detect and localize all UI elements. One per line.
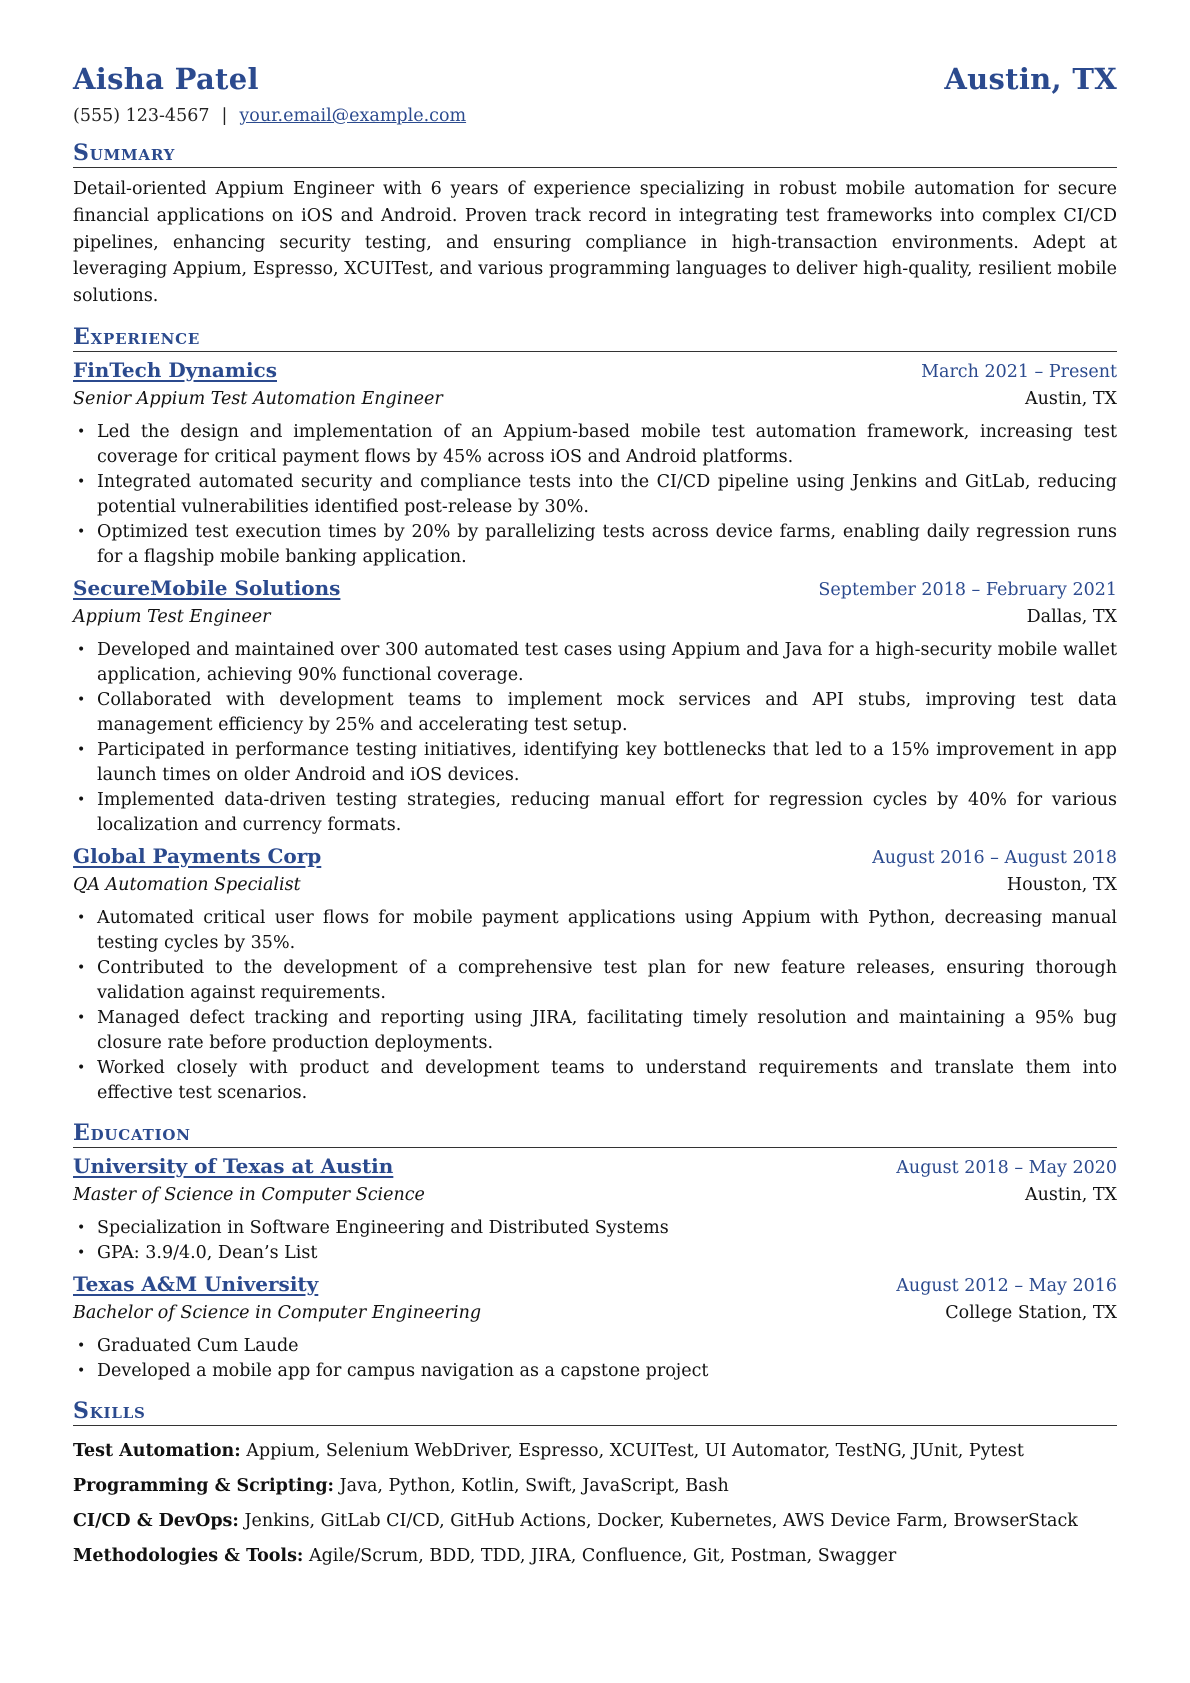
job-location: Dallas, TX — [1026, 606, 1117, 627]
degree-title: Master of Science in Computer Science — [73, 1184, 425, 1205]
job-title: QA Automation Specialist — [73, 874, 301, 895]
skill-row — [73, 1504, 1117, 1539]
contact-separator: | — [221, 106, 228, 126]
skill-row — [73, 1539, 1117, 1574]
bullet-item: • Developed a mobile app for campus navigation as a capstone project — [97, 1359, 1117, 1384]
bullet-item: • Integrated automated security and compliance tests into the CI/CD pipeline using Jenkins and GitLab, reducing potential vulnerabilities identified post-release by 30%. — [97, 470, 1117, 520]
experience-entry — [73, 357, 1117, 570]
candidate-location: Austin, TX — [944, 62, 1117, 96]
bullet-item: • Participated in performance testing initiatives, identifying key bottlenecks that led to a 15% improvement in app launch times on older Android and iOS devices. — [97, 738, 1117, 788]
education-heading: Education — [73, 1120, 1117, 1148]
company-name[interactable]: FinTech Dynamics — [73, 357, 277, 382]
skill-row — [73, 1434, 1117, 1469]
bullet-item: • Specialization in Software Engineering and Distributed Systems — [97, 1216, 1117, 1241]
bullet-item: • Managed defect tracking and reporting using JIRA, facilitating timely resolution and maintaining a 95% bug closure rate before production deployments. — [97, 1006, 1117, 1056]
degree-title: Bachelor of Science in Computer Engineering — [73, 1302, 482, 1323]
skills-heading: Skills — [73, 1398, 1117, 1426]
skill-values: Java, Python, Kotlin, Swift, JavaScript, Bash — [339, 1475, 729, 1496]
school-dates: August 2018 – May 2020 — [896, 1157, 1117, 1178]
job-location: Austin, TX — [1024, 388, 1117, 409]
skill-values: Jenkins, GitLab CI/CD, GitHub Actions, Docker, Kubernetes, AWS Device Farm, BrowserStack — [244, 1510, 1078, 1531]
education-entry — [73, 1153, 1117, 1266]
job-bullets — [73, 638, 1117, 838]
education-bullets — [73, 1334, 1117, 1384]
skill-category: Test Automation: — [73, 1440, 241, 1461]
job-title: Appium Test Engineer — [73, 606, 271, 627]
education-bullets — [73, 1216, 1117, 1266]
bullet-item: • Implemented data-driven testing strategies, reducing manual effort for regression cycles by 40% for various localization and currency formats. — [97, 788, 1117, 838]
skill-category: Programming & Scripting: — [73, 1475, 335, 1496]
job-bullets — [73, 420, 1117, 570]
experience-entry — [73, 843, 1117, 1106]
bullet-item: • GPA: 3.9/4.0, Dean’s List — [97, 1241, 1117, 1266]
bullet-item: • Collaborated with development teams to implement mock services and API stubs, improving test data management efficiency by 25% and accelerating test setup. — [97, 688, 1117, 738]
experience-heading: Experience — [73, 324, 1117, 352]
school-dates: August 2012 – May 2016 — [896, 1275, 1117, 1296]
bullet-item: • Automated critical user flows for mobile payment applications using Appium with Python, decreasing manual testing cycles by 35%. — [97, 906, 1117, 956]
bullet-item: • Graduated Cum Laude — [97, 1334, 1117, 1359]
school-location: Austin, TX — [1024, 1184, 1117, 1205]
bullet-item: • Worked closely with product and development teams to understand requirements and translate them into effective test scenarios. — [97, 1056, 1117, 1106]
email-link[interactable]: your.email@example.com — [239, 106, 467, 126]
skill-category: CI/CD & DevOps: — [73, 1510, 239, 1531]
bullet-item: • Contributed to the development of a comprehensive test plan for new feature releases, ensuring thorough validation against requirements. — [97, 956, 1117, 1006]
school-name[interactable]: Texas A&M University — [73, 1271, 319, 1296]
contact-line — [73, 106, 1117, 126]
skills-list — [73, 1434, 1117, 1574]
school-name[interactable]: University of Texas at Austin — [73, 1153, 394, 1178]
school-location: College Station, TX — [945, 1302, 1117, 1323]
bullet-item: • Led the design and implementation of an Appium-based mobile test automation framework, increasing test coverage for critical payment flows by 45% across iOS and Android platforms. — [97, 420, 1117, 470]
company-name[interactable]: Global Payments Corp — [73, 843, 322, 868]
summary-heading: Summary — [73, 140, 1117, 168]
skill-row — [73, 1469, 1117, 1504]
job-title: Senior Appium Test Automation Engineer — [73, 388, 443, 409]
summary-text: Detail-oriented Appium Engineer with 6 years of experience specializing in robust mobile automation for secure financial applications on iOS and Android. Proven track record in integrating test frameworks into complex CI/CD pipelines, enhancing security testing, and ensuring compliance in high-transaction environments. Adept at leveraging Appium, Espresso, XCUITest, and various programming languages to deliver high-quality, resilient mobile solutions. — [73, 179, 1117, 307]
education-entry — [73, 1271, 1117, 1384]
job-bullets — [73, 906, 1117, 1106]
job-dates: September 2018 – February 2021 — [818, 579, 1117, 600]
skill-values: Appium, Selenium WebDriver, Espresso, XCUITest, UI Automator, TestNG, JUnit, Pytest — [246, 1440, 1024, 1461]
skill-values: Agile/Scrum, BDD, TDD, JIRA, Confluence, Git, Postman, Swagger — [308, 1545, 897, 1566]
phone-number: (555) 123-4567 — [73, 106, 210, 126]
resume-header — [73, 62, 1117, 96]
experience-entry — [73, 575, 1117, 838]
skill-category: Methodologies & Tools: — [73, 1545, 304, 1566]
job-dates: August 2016 – August 2018 — [872, 847, 1117, 868]
job-location: Houston, TX — [1006, 874, 1117, 895]
bullet-item: • Developed and maintained over 300 automated test cases using Appium and Java for a high-security mobile wallet application, achieving 90% functional coverage. — [97, 638, 1117, 688]
candidate-name: Aisha Patel — [73, 62, 259, 96]
job-dates: March 2021 – Present — [921, 361, 1117, 382]
company-name[interactable]: SecureMobile Solutions — [73, 575, 341, 600]
bullet-item: • Optimized test execution times by 20% by parallelizing tests across device farms, enabling daily regression runs for a flagship mobile banking application. — [97, 520, 1117, 570]
